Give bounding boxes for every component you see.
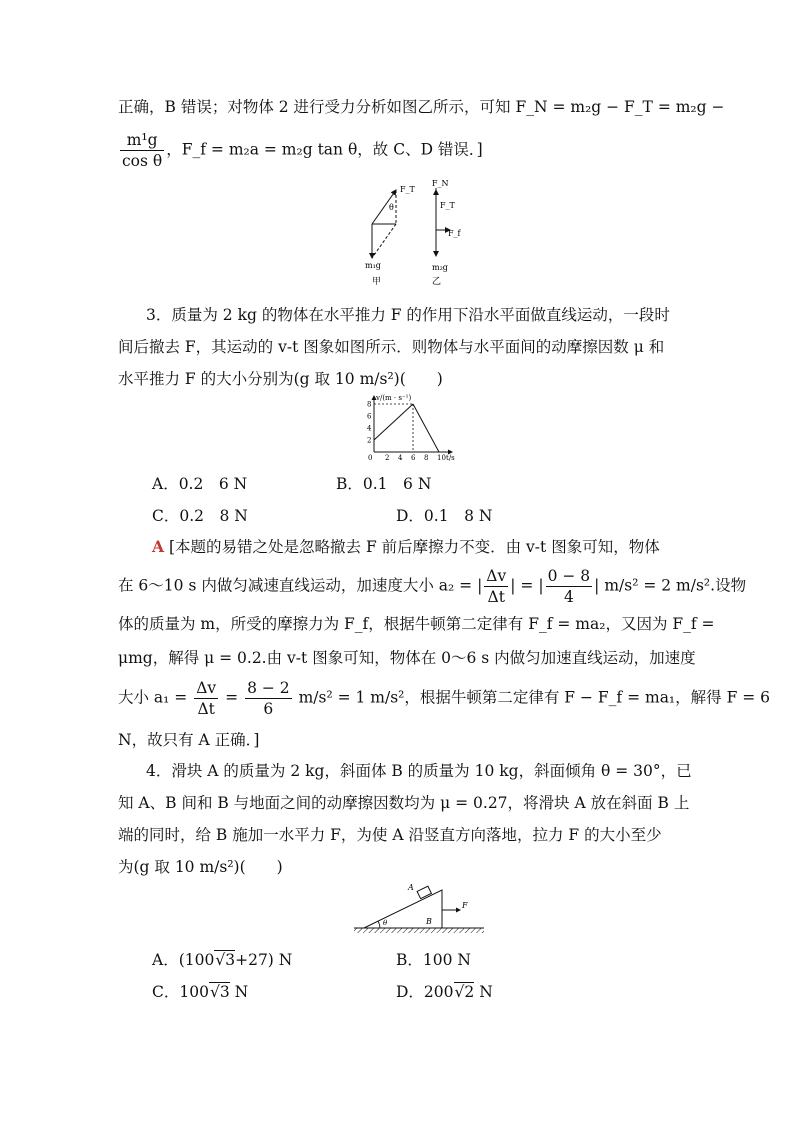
dashed-line [372,224,396,258]
series-segment [413,404,439,452]
y-tick-label: 4 [367,424,372,433]
fraction-denominator: 4 [563,588,574,606]
x-axis-label: t/s [446,454,455,462]
y-tick-label: 8 [367,400,372,409]
question-line: 3．质量为 2 kg 的物体在水平推力 F 的作用下沿水平面做直线运动，一段时 [146,306,670,324]
label-m2g: m₂g [432,263,448,272]
question-line: 4．滑块 A 的质量为 2 kg，斜面体 B 的质量为 10 kg，斜面倾角 θ = 30°，已 [146,762,692,780]
y-tick-label: 6 [367,412,372,421]
vt-chart [360,392,466,462]
option-d[interactable]: D．200√2 N [396,983,493,1001]
text-line: 正确，B 错误；对物体 2 进行受力分析如图乙所示，可知 F_N = m₂g − F_T = m₂g − [118,98,725,116]
explanation-line: 在 6～10 s 内做匀减速直线运动，加速度大小 a₂ = | $\frac{\Delta v}{\Delta t}$ | = | $\frac{0 - 8}{4}$ | m/s² = 2 m/s².设物 [118,567,747,606]
answer-letter: A [152,537,165,556]
fraction-denominator: cos θ [122,152,163,170]
option-b[interactable]: B．0.1 6 N [336,475,432,493]
fraction-numerator: Δv [486,567,507,585]
equals: = [225,688,239,707]
explanation-text: m/s² = 1 m/s²，根据牛顿第二定律有 F − F_f = ma₁，解得 F = 6 [298,688,771,707]
label-ff: F_f [448,229,461,238]
fraction-numerator: m¹g [120,130,164,151]
option-d[interactable]: D．0.1 8 N [396,507,493,525]
fraction-denominator: 6 [263,700,274,718]
question-line: 水平推力 F 的大小分别为(g 取 10 m/s²)( ) [118,370,443,388]
explanation-text: 在 6～10 s 内做匀减速直线运动，加速度大小 a₂ = [118,576,473,595]
explanation-line: 体的质量为 m，所受的摩擦力为 F_f，根据牛顿第二定律有 F_f = ma₂，又因为 F_f = [118,615,715,633]
option-a[interactable]: A．0.2 6 N [152,475,248,493]
option-c[interactable]: C．0.2 8 N [152,507,248,525]
explanation-line: μmg，解得 μ = 0.2.由 v-t 图象可知，物体在 0～6 s 内做匀加速直线运动，加速度 [118,649,696,667]
label-ft2: F_T [440,201,455,210]
explanation-line [152,537,660,557]
x-tick-label: 4 [398,454,403,462]
y-tick-label: 2 [367,436,372,445]
option-a[interactable]: A．(100√3+27) N [152,951,293,969]
label-a: A [408,883,414,892]
incline-diagram [350,878,490,938]
fraction [245,678,292,719]
equals: = [520,576,534,595]
x-tick-label: 2 [385,454,390,462]
label-ft: F_T [400,185,415,194]
question-line: 端的同时，给 B 施加一水平力 F，为使 A 沿竖直方向落地，拉力 F 的大小至少 [118,826,662,844]
fraction-denominator: Δt [197,700,215,718]
label-theta: θ [383,919,388,927]
explanation-text: 大小 a₁ = [118,688,188,707]
fraction [484,566,508,607]
label-b: B [426,917,432,926]
option-b[interactable]: B．100 N [396,951,471,969]
y-axis-label: v/(m · s⁻¹) [376,394,412,402]
fraction-numerator: 8 − 2 [247,679,290,697]
label-jia: 甲 [372,277,382,287]
question-line: 为(g 取 10 m/s²)( ) [118,858,283,876]
series-segment [374,404,413,440]
fraction [194,678,218,719]
option-c[interactable]: C．100√3 N [152,983,249,1001]
label-yi: 乙 [432,277,442,287]
label-f: F [462,901,468,910]
question-line: 知 A、B 间和 B 与地面之间的动摩擦因数均为 μ = 0.27，将滑块 A 放在斜面 B 上 [118,794,690,812]
explanation-text: [本题的易错之处是忽略撤去 F 前后摩擦力不变．由 v-t 图象可知，物体 [168,538,660,556]
text-span: ，F_f = m₂a = m₂g tan θ，故 C、D 错误．] [166,140,483,159]
x-tick-label: 6 [411,454,416,462]
ground [354,928,484,933]
fraction-numerator: Δv [196,679,217,697]
fraction [120,130,164,171]
explanation-line: N，故只有 A 正确．] [118,731,260,749]
explanation-text: m/s² = 2 m/s².设物 [604,576,747,595]
fraction-numerator: 0 − 8 [547,567,591,585]
label-theta: θ [389,203,394,212]
x-tick-label: 10 [437,454,446,462]
force-diagram [360,178,470,290]
x-tick-label: 8 [424,454,429,462]
text-line [118,130,483,171]
label-m1g: m₁g [365,261,381,270]
fraction [546,566,593,607]
question-line: 间后撤去 F，其运动的 v-t 图象如图所示．则物体与水平面间的动摩擦因数 μ 和 [118,338,665,356]
explanation-line [118,678,770,719]
fraction-denominator: Δt [487,588,505,606]
label-fn: F_N [432,179,449,188]
origin-label: 0 [368,454,373,462]
